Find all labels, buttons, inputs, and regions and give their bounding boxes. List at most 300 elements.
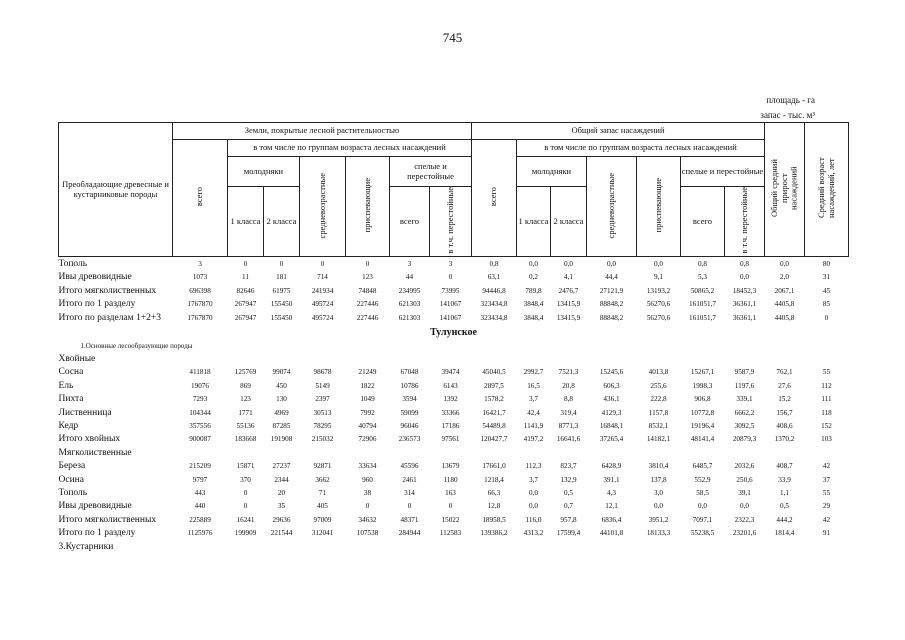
table-row [59, 366, 849, 379]
table-row [59, 393, 849, 406]
table-cell: 29 [822, 502, 831, 511]
table-cell: 0 [824, 313, 829, 322]
table-body [59, 257, 849, 553]
table-cell: 14182,1 [646, 435, 671, 444]
table-cell: 2032,6 [734, 462, 755, 471]
table-cell: 3092,5 [734, 422, 755, 430]
table-cell: 73995 [441, 286, 460, 295]
table-cell: 0 [448, 502, 453, 511]
table-cell: 7992 [360, 408, 375, 417]
table-cell: 20 [277, 488, 286, 497]
table-cell: 4405,8 [774, 313, 795, 322]
table-cell: 312041 [311, 529, 334, 538]
table-cell: 241934 [311, 286, 334, 295]
table-cell: 66,3 [487, 488, 501, 497]
table-cell: 215032 [311, 435, 334, 444]
table-cell: 74848 [358, 286, 377, 295]
table-cell: 1197,6 [734, 381, 755, 390]
table-cell: 3 [448, 260, 453, 269]
table-cell: 3 [407, 260, 412, 269]
stock-class1-header: 1 класса [517, 187, 551, 257]
table-cell: 97009 [313, 515, 332, 524]
forest-table [58, 122, 849, 553]
table-row [59, 419, 849, 432]
table-cell: 33634 [358, 462, 377, 471]
table-cell: 39,1 [738, 488, 751, 497]
table-row [59, 486, 849, 499]
table-cell: 2897,5 [484, 381, 504, 390]
table-cell: 1157,8 [648, 408, 669, 417]
table-cell: 9797 [192, 475, 208, 484]
land-header: Земли, покрытые лесной растительностью [173, 123, 472, 140]
table-cell: 88848,2 [599, 313, 624, 322]
table-row [59, 500, 849, 513]
row-label: Итого по 1 разделу [58, 299, 136, 310]
table-cell: 12,8 [487, 502, 501, 511]
table-cell: 94446,8 [482, 286, 506, 295]
table-cell: 2067,1 [774, 286, 795, 295]
table-row [59, 459, 849, 472]
table-cell: 227446 [356, 313, 379, 322]
table-cell: 5149 [315, 381, 330, 390]
row-label: Итого по разделам 1+2+3 [58, 312, 162, 323]
table-cell: 3,7 [529, 395, 538, 404]
table-header [59, 123, 849, 257]
table-cell: 71 [318, 488, 327, 497]
table-cell: 36361,1 [732, 300, 757, 309]
table-cell: 78295 [313, 422, 332, 430]
table-cell: 9,1 [654, 273, 663, 282]
table-cell: 155450 [270, 300, 293, 309]
table-cell: 284944 [398, 529, 421, 538]
table-cell: 15022 [441, 515, 460, 524]
table-cell: 3 [198, 260, 202, 269]
table-cell: 39474 [441, 368, 460, 377]
table-cell: 88848,2 [599, 300, 624, 309]
section-title: Тулунское [430, 326, 477, 338]
table-cell: 16848,1 [599, 422, 624, 430]
table-cell: 137,8 [650, 475, 667, 484]
units-volume: запас - тыс. м³ [760, 110, 815, 120]
table-cell: 17186 [441, 422, 460, 430]
table-cell: 4,1 [564, 273, 573, 282]
table-cell: 0,0 [698, 502, 707, 511]
table-cell: 621303 [398, 300, 421, 309]
group-conifer: Хвойные [58, 354, 96, 365]
table-cell: 91 [822, 529, 831, 538]
table-cell: 906,8 [694, 395, 711, 404]
table-row [59, 433, 849, 446]
table-cell: 37265,4 [599, 435, 624, 444]
table-cell: 1180 [443, 475, 458, 484]
table-cell: 1392 [443, 395, 458, 404]
table-cell: 3662 [315, 475, 330, 484]
table-cell: 36361,1 [732, 313, 757, 322]
page-number: 745 [442, 30, 463, 45]
land-over-header: в т.ч. перестойные [444, 187, 455, 254]
table-cell: 234995 [398, 286, 421, 295]
table-cell: 319,4 [560, 408, 577, 417]
table-cell: 0 [279, 260, 284, 269]
table-cell: 10772,8 [690, 408, 715, 417]
table-cell: 869 [240, 381, 251, 390]
table-row [59, 284, 849, 297]
table-cell: 1,1 [780, 488, 789, 497]
species-header: Преобладающие древесные и кустарниковые породы [59, 123, 173, 257]
land-groups-header: в том числе по группам возраста лесных насаждений [228, 140, 472, 157]
table-cell: 2461 [402, 475, 417, 484]
table-row [59, 513, 849, 526]
table-cell: 118 [821, 408, 832, 417]
table-cell: 0,0 [529, 488, 538, 497]
table-cell: 155450 [270, 313, 293, 322]
table-cell: 191908 [270, 435, 293, 444]
table-cell: 3810,4 [648, 462, 669, 471]
table-cell: 18958,5 [482, 515, 506, 524]
table-cell: 391,1 [603, 475, 620, 484]
table-cell: 82646 [236, 286, 255, 295]
stock-mature-total-header: всего [681, 187, 725, 257]
land-class1-header: 1 класса [228, 187, 264, 257]
table-cell: 495724 [311, 300, 334, 309]
row-label: Осина [58, 474, 84, 485]
table-cell: 54489,8 [482, 422, 506, 430]
table-cell: 5,3 [698, 273, 707, 282]
table-cell: 16421,7 [482, 408, 506, 417]
table-cell: 621303 [398, 313, 421, 322]
table-cell: 2,0 [780, 273, 789, 282]
table-cell: 111 [821, 395, 832, 404]
table-cell: 236573 [398, 435, 421, 444]
table-cell: 44101,8 [599, 529, 624, 538]
table-cell: 1578,2 [484, 395, 504, 404]
row-label: Кедр [58, 421, 79, 431]
table-cell: 59099 [400, 408, 419, 417]
table-cell: 42,4 [527, 408, 540, 417]
table-cell: 139386,2 [480, 529, 508, 538]
table-cell: 221544 [270, 529, 293, 538]
table-cell: 9587,9 [734, 368, 755, 377]
table-cell: 141067 [439, 300, 462, 309]
table-cell: 0,2 [529, 273, 538, 282]
land-young-header: молодняки [228, 157, 300, 187]
table-cell: 31 [822, 273, 831, 282]
table-cell: 161051,7 [689, 300, 716, 309]
table-cell: 227446 [356, 300, 379, 309]
table-cell: 67048 [400, 368, 419, 377]
table-cell: 56270,6 [646, 313, 671, 322]
table-cell: 0,8 [489, 260, 499, 269]
table-cell: 1814,4 [774, 529, 795, 538]
table-cell: 1049 [360, 395, 375, 404]
table-cell: 1771 [238, 408, 253, 417]
table-cell: 3951,2 [648, 515, 669, 524]
table-row [59, 298, 849, 311]
row-label: Сосна [58, 367, 84, 378]
table-cell: 33,9 [778, 475, 791, 484]
table-cell: 0,0 [740, 502, 749, 511]
table-cell: 222,8 [650, 395, 667, 404]
table-cell: 0 [243, 260, 248, 269]
table-cell: 4405,8 [774, 300, 795, 309]
table-cell: 99074 [272, 368, 291, 377]
stock-mature-header: спелые и перестойные [681, 157, 765, 187]
table-cell: 696398 [189, 286, 211, 295]
table-cell: 6836,4 [601, 515, 622, 524]
table-cell: 4197,2 [523, 435, 544, 444]
table-cell: 0,0 [529, 502, 538, 511]
table-cell: 55 [822, 488, 831, 497]
table-cell: 0,0 [654, 502, 663, 511]
table-row [59, 379, 849, 392]
row-label: Тополь [58, 487, 88, 498]
table-cell: 789,8 [525, 286, 542, 295]
table-cell: 3594 [402, 395, 417, 404]
table-cell: 13415,9 [556, 300, 581, 309]
table-cell: 408,7 [776, 462, 793, 471]
table-cell: 7521,3 [558, 368, 579, 377]
table-cell: 2397 [315, 395, 330, 404]
table-cell: 960 [362, 475, 373, 484]
table-cell: 267947 [234, 313, 257, 322]
row-label: Ивы древовидные [58, 501, 132, 512]
table-cell: 19076 [191, 381, 209, 390]
land-class2-header: 2 класса [264, 187, 300, 257]
table-cell: 55136 [236, 422, 255, 430]
table-cell: 125769 [234, 368, 257, 377]
table-cell: 17661,0 [482, 462, 506, 471]
table-cell: 116,0 [525, 515, 542, 524]
table-cell: 1370,2 [774, 435, 795, 444]
table-cell: 96046 [400, 422, 419, 430]
table-cell: 34632 [358, 515, 377, 524]
table-cell: 215209 [189, 462, 211, 471]
table-cell: 0,0 [654, 260, 663, 269]
table-cell: 18452,3 [732, 286, 757, 295]
table-cell: 181 [276, 273, 287, 282]
table-cell: 0 [243, 488, 248, 497]
table-cell: 12,1 [605, 502, 618, 511]
table-cell: 183668 [234, 435, 257, 444]
table-cell: 44,4 [605, 273, 618, 282]
table-cell: 141067 [439, 313, 462, 322]
table-cell: 1767870 [187, 313, 213, 322]
stock-over-header: в т.ч. перестойные [738, 187, 749, 254]
table-cell: 23201,6 [732, 529, 757, 538]
table-cell: 48371 [400, 515, 419, 524]
row-label: Итого по 1 разделу [58, 528, 136, 539]
table-cell: 436,1 [603, 395, 620, 404]
table-cell: 15245,6 [599, 368, 624, 377]
table-cell: 132,9 [560, 475, 577, 484]
units-area: площадь - га [766, 95, 815, 105]
table-cell: 444,2 [776, 515, 793, 524]
table-cell: 13679 [441, 462, 460, 471]
table-cell: 0 [407, 502, 412, 511]
row-label: Итого мягколиственных [58, 285, 157, 296]
table-cell: 3848,4 [523, 313, 544, 322]
table-cell: 0,5 [780, 502, 789, 511]
table-cell: 8771,3 [558, 422, 579, 430]
stock-total-header: всего [488, 187, 499, 207]
table-cell: 40794 [358, 422, 377, 430]
table-cell: 2476,7 [558, 286, 579, 295]
table-cell: 19196,4 [690, 422, 715, 430]
table-cell: 112583 [439, 529, 462, 538]
table-cell: 2344 [274, 475, 289, 484]
table-cell: 6143 [443, 381, 458, 390]
table-cell: 11 [242, 273, 249, 282]
table-cell: 123 [240, 395, 251, 404]
table-cell: 80 [822, 260, 831, 269]
table-row [59, 406, 849, 419]
stock-groups-header: в том числе по группам возраста лесных насаждений [517, 140, 765, 157]
table-cell: 0,7 [564, 502, 573, 511]
table-row [59, 271, 849, 284]
table-cell: 552,9 [694, 475, 711, 484]
table-cell: 323434,8 [480, 313, 508, 322]
table-cell: 8,8 [564, 395, 573, 404]
row-label: Ель [58, 380, 74, 391]
table-cell: 27121,9 [599, 286, 624, 295]
stock-maturing-header: приспевающие [652, 178, 663, 233]
land-maturing-header: приспевающие [361, 178, 372, 233]
table-cell: 44 [405, 273, 414, 282]
table-cell: 104344 [189, 408, 211, 417]
table-cell: 87285 [272, 422, 291, 430]
table-cell: 0,0 [780, 260, 789, 269]
table-cell: 440 [194, 502, 206, 511]
table-cell: 107538 [356, 529, 379, 538]
table-cell: 823,7 [560, 462, 577, 471]
table-cell: 6428,9 [601, 462, 622, 471]
table-cell: 0 [448, 273, 453, 282]
table-row [59, 526, 849, 539]
table-cell: 50865,2 [690, 286, 715, 295]
table-cell: 55 [822, 368, 831, 377]
table-cell: 0,0 [607, 260, 616, 269]
table-cell: 13193,2 [646, 286, 671, 295]
table-cell: 16241 [236, 515, 255, 524]
table-row [59, 311, 849, 324]
table-cell: 8532,1 [648, 422, 669, 430]
table-cell: 314 [404, 488, 415, 497]
table-cell: 58,5 [696, 488, 709, 497]
table-cell: 4129,3 [601, 408, 622, 417]
table-cell: 20879,3 [732, 435, 757, 444]
row-label: Тополь [58, 259, 88, 270]
table-cell: 38 [363, 488, 372, 497]
table-cell: 443 [194, 488, 206, 497]
table-cell: 16,5 [527, 381, 540, 390]
table-cell: 42 [822, 462, 831, 471]
table-cell: 0,0 [529, 260, 538, 269]
table-cell: 92871 [313, 462, 332, 471]
row-label: Лиственница [58, 407, 112, 418]
table-cell: 18133,3 [646, 529, 671, 538]
row-label: Итого хвойных [58, 434, 121, 445]
table-row [59, 257, 849, 271]
table-cell: 15267,1 [690, 368, 715, 377]
table-cell: 450 [276, 381, 287, 390]
table-cell: 45 [822, 286, 831, 295]
land-middle-header: средневозрастные [316, 172, 327, 239]
table-cell: 163 [445, 488, 456, 497]
table-cell: 411818 [189, 368, 211, 377]
table-cell: 63,1 [487, 273, 501, 282]
table-cell: 267947 [234, 300, 257, 309]
table-cell: 103 [821, 435, 832, 444]
table-cell: 156,7 [776, 408, 793, 417]
table-cell: 4,3 [607, 488, 616, 497]
table-cell: 48141,4 [690, 435, 715, 444]
avg-age-header: Средний возраст насаждений, лет [815, 157, 836, 219]
table-cell: 45596 [400, 462, 419, 471]
table-cell: 323434,8 [480, 300, 508, 309]
table-cell: 30513 [313, 408, 332, 417]
table-cell: 7293 [192, 395, 208, 404]
table-cell: 0,8 [740, 260, 749, 269]
table-cell: 3,0 [654, 488, 663, 497]
row-label: Итого мягколиственных [58, 514, 157, 525]
table-cell: 161051,7 [689, 313, 716, 322]
table-cell: 370 [240, 475, 251, 484]
table-cell: 762,1 [776, 368, 793, 377]
table-cell: 29636 [272, 515, 291, 524]
land-mature-total-header: всего [390, 187, 430, 257]
table-cell: 250,6 [736, 475, 753, 484]
table-cell: 1125976 [187, 529, 213, 538]
stock-class2-header: 2 класса [551, 187, 587, 257]
table-cell: 112 [821, 381, 832, 390]
table-cell: 61975 [272, 286, 291, 295]
table-cell: 357556 [189, 422, 211, 430]
table-cell: 0 [320, 260, 325, 269]
table-cell: 1822 [360, 381, 375, 390]
table-cell: 27237 [272, 462, 291, 471]
table-cell: 10786 [400, 381, 419, 390]
table-cell: 255,6 [650, 381, 667, 390]
table-cell: 13415,9 [556, 313, 581, 322]
table-cell: 16641,6 [556, 435, 581, 444]
table-cell: 112,3 [525, 462, 542, 471]
table-cell: 0,8 [698, 260, 707, 269]
table-cell: 123 [362, 273, 373, 282]
table-cell: 495724 [311, 313, 334, 322]
table-cell: 98678 [313, 368, 332, 377]
table-cell: 0,0 [740, 273, 749, 282]
table-cell: 20,8 [562, 381, 575, 390]
table-cell: 15,2 [778, 395, 791, 404]
table-cell: 2322,3 [734, 515, 755, 524]
section-note: 1.Основные лесообразующие породы [80, 342, 193, 351]
table-cell: 3848,4 [523, 300, 544, 309]
table-cell: 405 [317, 502, 328, 511]
table-cell: 6485,7 [692, 462, 713, 471]
table-cell: 4969 [274, 408, 289, 417]
table-cell: 2992,7 [523, 368, 544, 377]
table-cell: 97561 [441, 435, 460, 444]
table-row [59, 473, 849, 486]
table-cell: 42 [822, 515, 831, 524]
table-cell: 1073 [192, 273, 208, 282]
table-cell: 7097,1 [692, 515, 713, 524]
growth-header: Общий средний прирост насаждений [768, 159, 799, 218]
group-soft: Мягколиственные [58, 447, 132, 458]
table-cell: 21249 [358, 368, 377, 377]
table-cell: 199909 [234, 529, 257, 538]
table-cell: 3,7 [529, 475, 538, 484]
